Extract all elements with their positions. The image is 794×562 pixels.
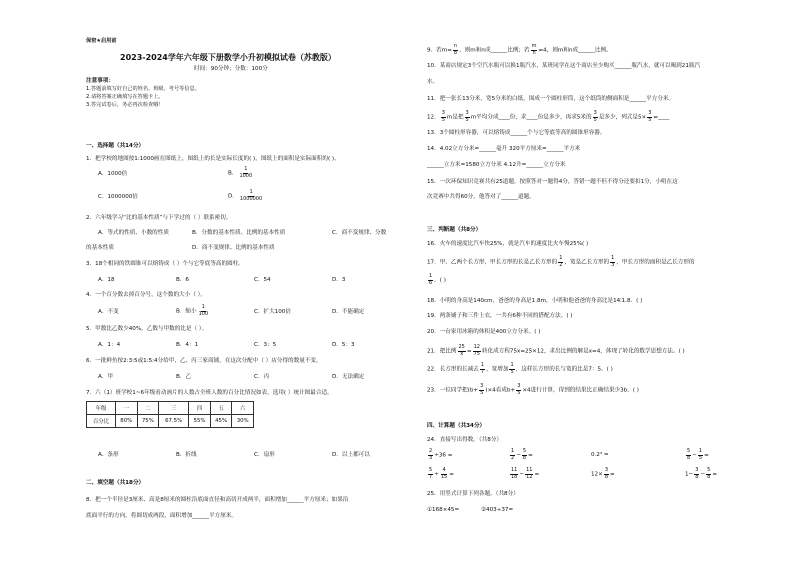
- question-8-line2: 底面平行的方向，将圆切成两段，面积增加______平方厘米。: [86, 513, 238, 519]
- vertical-calc-item: ①168×45=: [427, 507, 460, 513]
- question-19: 19．两条铺子和三件上衣，一共有6种不同的搭配方法。( ): [427, 313, 573, 319]
- table-row: [87, 415, 254, 428]
- question-3-stem: 3．18个相同的铁圆锥可以熔铸成（ ）个与它等底等高的圆柱。: [86, 261, 244, 267]
- question-24: 24．直接写出得数。（共8分）: [427, 437, 503, 443]
- q3-option-c: C．54: [254, 277, 271, 283]
- calc-item: $\frac{5}{7}$ ÷ $\frac{4}{15}$ =: [429, 467, 454, 480]
- calc-item: 0.2³ =: [591, 452, 609, 458]
- q6-option-a: A．甲: [98, 374, 114, 380]
- grade-percentage-table: [86, 401, 254, 428]
- section-1-title: 一、选择题（共14分）: [86, 143, 145, 149]
- q6-option-d: D．无法确定: [332, 374, 365, 380]
- question-18: 18．小明的身高是140cm，爸爸的身高是1.8m，小明和他爸爸的身高比是14∶1.8．( ): [427, 298, 643, 304]
- q2-option-b: B．分数的基本性质、比例的基本性质: [192, 230, 286, 236]
- vertical-calc-item: ②403÷37=: [481, 507, 514, 513]
- notice-item: 1.答题前填写好自己的姓名、班级、考号等信息。: [86, 86, 200, 92]
- question-22: 22．长方形的长减去 $\frac{1}{7}$ ，宽增加 $\frac{1}{5}$ ，这样长方形的长与宽的比是7：5。( ): [427, 362, 613, 375]
- table-cell: 55%: [189, 415, 211, 428]
- exam-meta: 时间：90分钟；分数：100分: [194, 66, 268, 72]
- question-17-line1: 17．甲、乙两个长方形，甲长方形的长是乙长方形的 $\frac{1}{2}$ ，宽是乙长方形的 $\frac{1}{3}$ ，甲长方形的面积是乙长方形的: [427, 255, 695, 268]
- question-25: 25．用竖式计算下列各题。（共8分）: [427, 491, 519, 497]
- question-11: 11．把一张长13分米，宽5分米的白纸，围成一个圆柱形筒，这个纸筒的侧面积是______平方分米。: [427, 96, 675, 102]
- q2-option-c-cont: 的基本性质: [86, 245, 114, 251]
- question-10-line2: 水。: [427, 79, 439, 85]
- table-header-cell: 五: [210, 402, 232, 415]
- q7-option-a: A．条形: [98, 452, 119, 458]
- right-column: [423, 0, 763, 562]
- q1-option-d: D． $\frac{1}{1000000}$: [228, 189, 263, 202]
- table-header-cell: 六: [232, 402, 254, 415]
- question-12: 12． $\frac{3}{5}$ m是把 $\frac{3}{5}$ m平均分成____份，求____份是多少，再求5米的 $\frac{3}{5}$ 是多少，列式是5× $\frac{3}{5}$ =____: [427, 110, 670, 123]
- question-14-line2: ______立方米=1580立方分米 4.12升=______立方分米: [427, 162, 566, 168]
- question-6-stem: 6．一批鲜鱼按2:3:5或1:5:4分给甲、乙、丙三家商铺，在这次分配中（ ）店分得的数量不变。: [86, 358, 322, 364]
- q5-option-d: D．5：3: [332, 342, 355, 348]
- q4-option-c: C．扩大100倍: [254, 309, 291, 315]
- table-header-cell: 一: [116, 402, 138, 415]
- q7-option-d: D．以上都可以: [332, 452, 370, 458]
- table-cell: 30%: [232, 415, 254, 428]
- table-cell: 67.5%: [159, 415, 189, 428]
- table-cell: 80%: [116, 415, 138, 428]
- q1-option-c: C．1000000倍: [98, 194, 139, 200]
- q6-option-c: C．丙: [254, 374, 270, 380]
- question-14-line1: 14．4.02立方分米=______毫升 320平方厘米=______平方米: [427, 146, 581, 152]
- question-8-line1: 8．把一个半径是3厘米、高是8厘米的圆柱沿底面直径和高切开成两半，面积增加______平方厘米；如果沿: [86, 497, 349, 503]
- q7-option-c: C．扇形: [254, 452, 275, 458]
- calc-item: $\frac{5}{8}$ − $\frac{1}{5}$ =: [687, 448, 709, 461]
- q2-option-a: A．等式的性质、小数的性质: [98, 230, 169, 236]
- q3-option-b: B．6: [176, 277, 189, 283]
- question-2-stem: 2．六年级学习“比的基本性质”与下学过的（ ）联系密切。: [86, 215, 232, 221]
- q5-option-a: A．1：4: [98, 342, 121, 348]
- q6-option-b: B．乙: [176, 374, 192, 380]
- q1-option-b: B． $\frac{1}{1000}$: [228, 166, 253, 179]
- calc-item: $\frac{2}{3}$ ÷36 =: [429, 448, 453, 461]
- question-15-line1: 15．一次环保知识竞赛共有25道题，按照答对一题得4分，答错一题不但不得分还要扣1分，小明在这: [427, 179, 678, 185]
- q7-option-b: B．折线: [176, 452, 197, 458]
- question-21: 21．把比例 $\frac{25}{x}$ = $\frac{12}{75}$ 转化成方程75x=25×12，求出比例的解是x=4，体现了转化的数学思想方法。( ): [427, 344, 685, 357]
- question-4-stem: 4．一个百分数去掉百分号，这个数的大小（ ）。: [86, 292, 207, 298]
- notice-heading: 注意事项：: [86, 78, 114, 84]
- table-header-row: [87, 402, 254, 415]
- q4-option-b: B．缩小 $\frac{1}{100}$: [176, 304, 209, 317]
- table-cell: 45%: [210, 415, 232, 428]
- table-header-cell: 二: [137, 402, 159, 415]
- notice-item: 2.请将答案正确填写在答题卡上。: [86, 94, 164, 100]
- table-header-cell: 四: [189, 402, 211, 415]
- q3-option-a: A．18: [98, 277, 115, 283]
- q1-option-a: A．1000倍: [98, 171, 128, 177]
- question-5-stem: 5．甲数比乙数少40%，乙数与甲数的比是（ ）。: [86, 326, 208, 332]
- left-column: [78, 0, 400, 562]
- q4-option-a: A．不变: [98, 309, 119, 315]
- question-16: 16．火车的速度比汽车快25%，就是汽车的速度比火车慢25%( ): [427, 241, 589, 247]
- table-header-cell: 年级: [87, 402, 116, 415]
- table-cell: 75%: [137, 415, 159, 428]
- calc-item: 12× $\frac{3}{8}$ =: [591, 467, 615, 480]
- calc-item: $\frac{11}{18}$ − $\frac{11}{12}$ =: [511, 467, 540, 480]
- question-17-line2: $\frac{1}{6}$ 。( ): [429, 273, 446, 286]
- section-4-title: 四、计算题（共34分）: [427, 423, 486, 429]
- exam-title: 2023-2024学年六年级下册数学小升初模拟试卷（苏教版）: [120, 53, 336, 62]
- q3-option-d: D．3: [332, 277, 346, 283]
- question-20: 20．一台家用冰箱的体积是400立方分米。( ): [427, 329, 541, 335]
- q4-option-d: D．不能确定: [332, 309, 365, 315]
- table-row-label: 百分比: [87, 415, 116, 428]
- table-header-cell: 三: [159, 402, 189, 415]
- question-7-stem: 7．六（1）班学校1~6年级看动画片的人数占全班人数的百分比情况如表，选用( ）统计图最合适。: [86, 390, 333, 396]
- question-23: 23．一位同学把(b+ $\frac{3}{5}$ )×4看成b+ $\frac{3}{5}$ ×4进行计算，得到的结果比正确结果少3b。( ): [427, 383, 639, 396]
- question-15-line2: 次竞赛中共得60分，他答对了______道题。: [427, 194, 535, 200]
- confidential-label: 保密★启用前: [86, 38, 117, 44]
- question-1-stem: 1．把学校的地图按1:1000画在图纸上，图纸上的长是实际长度的( )，图纸上的面积是实际面积的( )。: [86, 156, 340, 162]
- q2-option-d: D．商不变规律、比例的基本性质: [192, 245, 275, 251]
- question-10-line1: 10．某商店规定3个空汽水瓶可以换1瓶汽水，某班同学在这个商店至少购买______瓶汽水，就可以喝到21瓶汽: [427, 63, 701, 69]
- calc-item: $\frac{1}{2}$ − $\frac{5}{8}$ =: [511, 448, 533, 461]
- section-3-title: 三、判断题（共8分）: [427, 227, 482, 233]
- calc-item: 1− $\frac{3}{8}$ − $\frac{5}{8}$ =: [685, 467, 717, 480]
- q5-option-c: C．3：5: [254, 342, 277, 348]
- question-9: 9．若m= $\frac{n}{8}$ ，则m和n成______比例；若 $\frac{m}{n}$ =4，则m和n成______比例。: [427, 43, 612, 56]
- q2-option-c: C．商不变规律、分数: [332, 230, 387, 236]
- notice-item: 3.答完试卷后，务必再次检查哦！: [86, 102, 164, 108]
- q5-option-b: B．4：1: [176, 342, 199, 348]
- question-13: 13．3个圆柱形容器，可以熔铸成______个与它等底等高的圆锥形容器。: [427, 130, 606, 136]
- section-2-title: 二、填空题（共18分）: [86, 480, 145, 486]
